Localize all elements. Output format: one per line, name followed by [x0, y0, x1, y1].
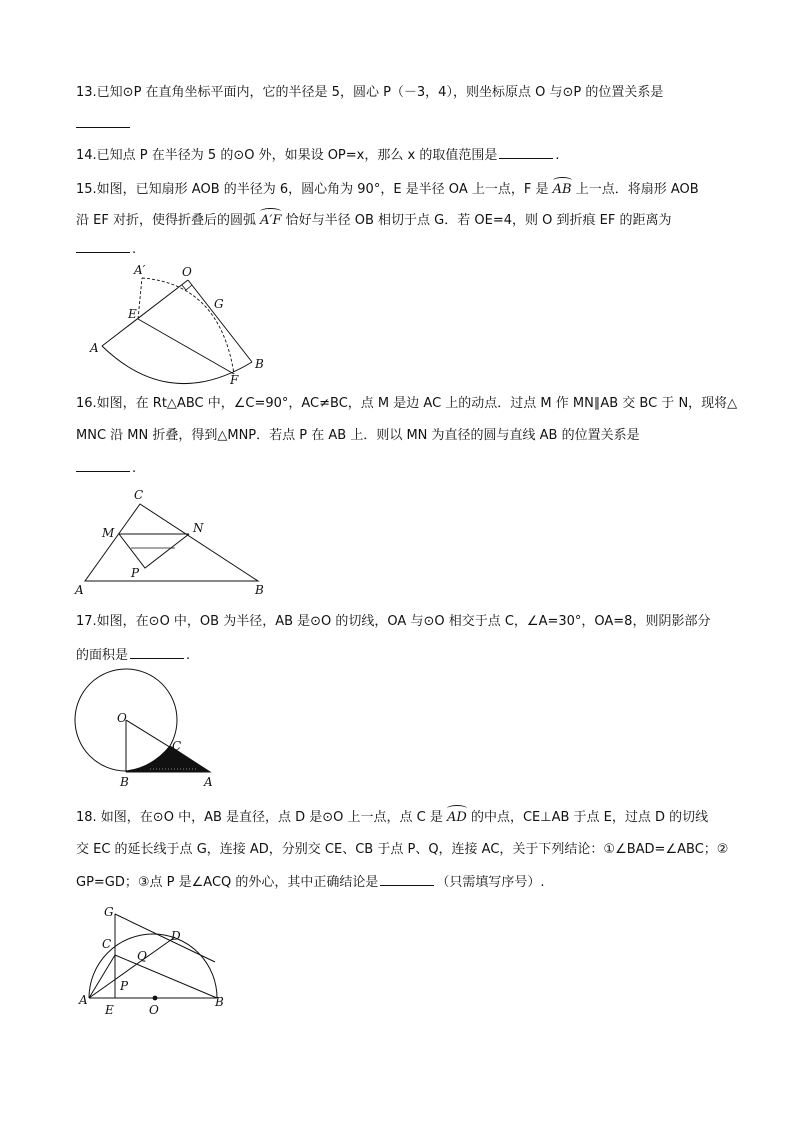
label-n: N	[193, 521, 204, 535]
question-13-text: 13.已知⊙P 在直角坐标平面内，它的半径是 5，圆心 P（－3，4），则坐标原点 O 与⊙P 的位置关系是	[76, 85, 664, 100]
label-b: B	[255, 583, 264, 597]
label-m: M	[102, 526, 115, 540]
label-c: C	[172, 739, 182, 753]
question-15-text-d: 恰好与半径 OB 相切于点 G．若 OE=4，则 O 到折痕 EF 的距离为	[285, 213, 672, 228]
label-g: G	[214, 297, 224, 311]
label-f: F	[230, 373, 239, 387]
question-17-line-2	[76, 646, 190, 665]
question-15-text-c: 沿 EF 对折，使得折叠后的圆弧	[76, 213, 256, 228]
question-16-line-3	[76, 459, 136, 478]
question-16-answer-blank[interactable]	[76, 459, 130, 472]
right-angle-mark	[182, 285, 192, 290]
question-15-answer-blank[interactable]	[76, 240, 130, 253]
label-o: O	[149, 1003, 159, 1017]
question-18-line-2: 交 EC 的延长线于点 G，连接 AD，分别交 CE、CB 于点 P、Q，连接 AC，关于下列结论：①∠BAD=∠ABC；②	[76, 842, 729, 857]
label-o: O	[117, 711, 127, 725]
label-c: C	[102, 937, 112, 951]
center-o-dot	[153, 996, 158, 1001]
question-15-text-b: 上一点．将扇形 AOB	[575, 182, 699, 197]
question-16-line-1: 16.如图，在 Rt△ABC 中，∠C=90°，AC≠BC，点 M 是边 AC 上的动点．过点 M 作 MN∥AB 交 BC 于 N，现将△	[76, 396, 738, 411]
figure-15-sector	[80, 262, 280, 392]
arc-ad-notation: AD	[447, 805, 467, 827]
question-16-period: .	[132, 461, 137, 476]
question-18-text-a: 18. 如图，在⊙O 中，AB 是直径，点 D 是⊙O 上一点，点 C 是	[76, 810, 443, 825]
question-18-text-c: GP=GD；③点 P 是∠ACQ 的外心，其中正确结论是	[76, 875, 379, 890]
radius-oa	[102, 280, 188, 346]
label-a: A	[75, 583, 84, 597]
label-e: E	[105, 1003, 114, 1017]
label-e: E	[128, 307, 137, 321]
label-a: A	[79, 993, 88, 1007]
question-14-period: .	[555, 148, 560, 163]
arc-a-prime-f-notation: A′F	[260, 208, 281, 230]
question-15-line-1	[76, 177, 699, 199]
label-b: B	[215, 995, 224, 1009]
question-18-text-d: （只需填写序号）.	[436, 875, 545, 890]
label-q: Q	[137, 949, 147, 963]
figure-16-triangle	[75, 486, 275, 598]
question-17-line-1: 17.如图，在⊙O 中，OB 为半径，AB 是⊙O 的切线，OA 与⊙O 相交于点 C，∠A=30°，OA=8，则阴影部分	[76, 614, 711, 629]
figure-17-circle	[70, 672, 230, 790]
question-14-answer-blank[interactable]	[499, 146, 553, 159]
label-g: G	[104, 905, 114, 919]
dashed-a-prime-e	[138, 278, 142, 319]
question-15-text-a: 15.如图，已知扇形 AOB 的半径为 6，圆心角为 90°，E 是半径 OA 上一点，F 是	[76, 182, 549, 197]
label-a-prime: A′	[134, 263, 146, 277]
label-p: P	[120, 979, 129, 993]
folded-mpn	[119, 534, 189, 568]
label-p: P	[131, 566, 140, 580]
arc-ab-notation: AB	[553, 177, 572, 199]
question-14	[76, 146, 559, 165]
label-a: A	[204, 775, 213, 789]
label-c: C	[134, 488, 144, 502]
question-18-answer-blank[interactable]	[380, 873, 434, 886]
label-b: B	[120, 775, 129, 789]
question-15-line-2	[76, 208, 671, 230]
shaded-region	[126, 746, 210, 772]
triangle-abc	[85, 504, 258, 581]
question-15-line-3	[76, 240, 136, 259]
dashed-arc-a-prime-f	[142, 278, 234, 374]
question-16-line-2: MNC 沿 MN 折叠，得到△MNP．若点 P 在 AB 上．则以 MN 为直径的圆与直线 AB 的位置关系是	[76, 428, 640, 443]
figure-18-semicircle	[75, 900, 245, 1020]
question-17-answer-blank[interactable]	[130, 646, 184, 659]
question-18-text-b: 的中点，CE⊥AB 于点 E，过点 D 的切线	[470, 810, 709, 825]
radius-ob	[188, 280, 252, 362]
label-b: B	[255, 357, 264, 371]
question-18-line-1	[76, 805, 708, 827]
label-a: A	[90, 341, 99, 355]
question-17-text-b: 的面积是	[76, 648, 129, 663]
label-o: O	[182, 265, 192, 279]
question-18-line-3	[76, 873, 545, 892]
segment-cb	[115, 955, 217, 998]
label-d: D	[171, 929, 181, 943]
question-14-text: 14.已知点 P 在半径为 5 的⊙O 外，如果设 OP=x，那么 x 的取值范围是	[76, 148, 498, 163]
question-13-answer-blank[interactable]	[76, 127, 130, 128]
question-15-period: .	[132, 242, 137, 257]
question-17-period: .	[186, 648, 191, 663]
